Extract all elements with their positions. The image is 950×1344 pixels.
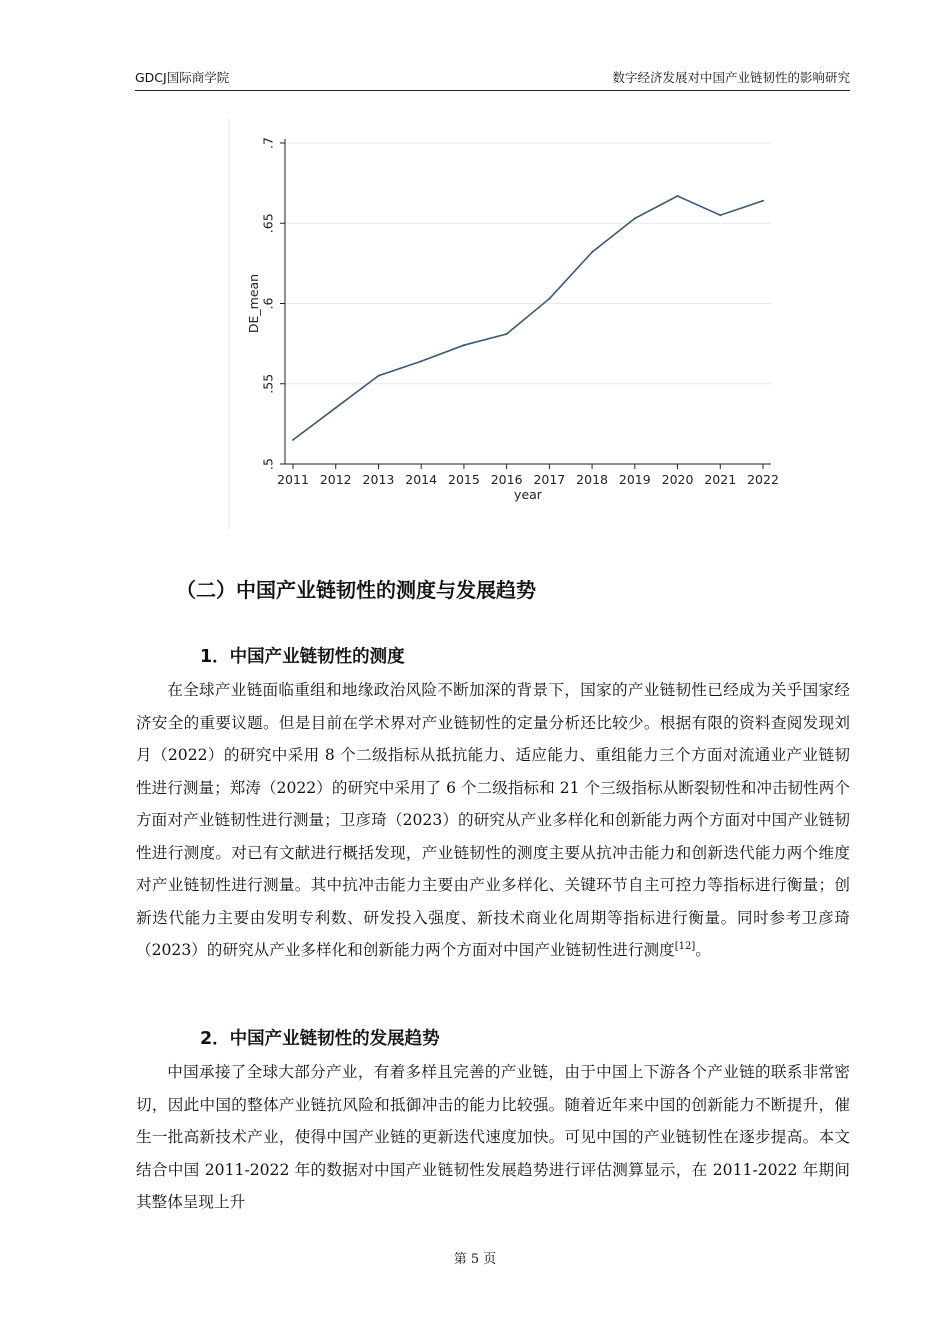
- page-header: [135, 66, 850, 91]
- header-paper-title: 数字经济发展对中国产业链韧性的影响研究: [612, 70, 850, 85]
- series-line: [293, 196, 763, 440]
- y-tick-label-2: .6: [260, 297, 276, 310]
- data-point-2016: [506, 333, 508, 335]
- y-axis-title: DE_mean: [246, 273, 261, 334]
- data-point-2019: [634, 217, 636, 219]
- paragraph-trend: 中国承接了全球大部分产业，有着多样且完善的产业链，由于中国上下游各个产业链的联系非常密切，因此中国的整体产业链抗风险和抵御冲击的能力比较强。随着近年来中国的创新能力不断提升，催生一批高新技术产业，使得中国产业链的更新迭代速度加快。可见中国的产业链韧性在逐步提高。本文结合中国 2011-2022 年的数据对中国产业链韧性发展趋势进行评估测算显示，在 2011-2022 年期间其整体呈现上升: [136, 1063, 850, 1211]
- x-tick-label-10: 2021: [704, 472, 737, 487]
- x-tick-label-7: 2018: [576, 472, 608, 487]
- data-point-2011: [292, 439, 294, 441]
- y-tick-label-1: .55: [260, 373, 276, 394]
- data-point-2017: [548, 298, 550, 300]
- y-tick-label-4: .7: [260, 137, 276, 149]
- data-point-2022: [762, 200, 764, 202]
- data-point-2012: [335, 407, 337, 409]
- x-tick-label-9: 2020: [661, 472, 694, 487]
- y-tick-label-0: .5: [260, 458, 276, 470]
- x-tick-label-0: 2011: [277, 472, 309, 487]
- citation-12: [12]: [674, 940, 696, 952]
- paragraph-measurement: [136, 674, 850, 967]
- x-tick-label-5: 2016: [490, 472, 523, 487]
- section-title: （二）中国产业链韧性的测度与发展趋势: [176, 578, 536, 602]
- paragraph-measurement-end: 。: [695, 941, 711, 959]
- data-point-2018: [591, 251, 593, 253]
- x-tick-label-3: 2014: [405, 472, 438, 487]
- data-point-2014: [420, 360, 422, 362]
- data-point-2021: [719, 214, 721, 216]
- data-point-2020: [677, 195, 679, 197]
- header-institution: GDCJ国际商学院: [135, 70, 230, 85]
- subsection-title-measurement: 1．中国产业链韧性的测度: [200, 647, 405, 667]
- y-tick-label-3: .65: [260, 213, 276, 234]
- x-tick-label-4: 2015: [448, 472, 480, 487]
- paragraph-measurement-text: 在全球产业链面临重组和地缘政治风险不断加深的背景下，国家的产业链韧性已经成为关乎国家经济安全的重要议题。但是目前在学术界对产业链韧性的定量分析还比较少。根据有限的资料查阅发现刘月（2022）的研究中采用 8 个二级指标从抵抗能力、适应能力、重组能力三个方面对流通业产业链韧性进行测量；郑涛（2022）的研究中采用了 6 个二级指标和 21 个三级指标从断裂韧性和冲击韧性两个方面对产业链韧性进行测量；卫彦琦（2023）的研究从产业多样化和创新能力两个方面对中国产业链韧性进行测度。对已有文献进行概括发现，产业链韧性的测度主要从抗冲击能力和创新迭代能力两个维度对产业链韧性进行测量。其中抗冲击能力主要由产业多样化、关键环节自主可控力等指标进行衡量；创新迭代能力主要由发明专利数、研发投入强度、新技术商业化周期等指标进行衡量。同时参考卫彦琦（2023）的研究从产业多样化和创新能力两个方面对中国产业链韧性进行测度: [136, 681, 850, 959]
- x-tick-label-1: 2012: [319, 472, 352, 487]
- x-axis-title: year: [514, 487, 542, 502]
- data-point-2013: [377, 375, 379, 377]
- x-tick-label-2: 2013: [362, 472, 395, 487]
- data-point-2015: [463, 344, 465, 346]
- x-tick-label-11: 2022: [747, 472, 779, 487]
- page-number: 第 5 页: [453, 1252, 497, 1267]
- de-mean-line-chart: [228, 118, 798, 530]
- x-tick-label-6: 2017: [533, 472, 566, 487]
- subsection-title-trend: 2．中国产业链韧性的发展趋势: [200, 1029, 440, 1049]
- x-tick-label-8: 2019: [618, 472, 651, 487]
